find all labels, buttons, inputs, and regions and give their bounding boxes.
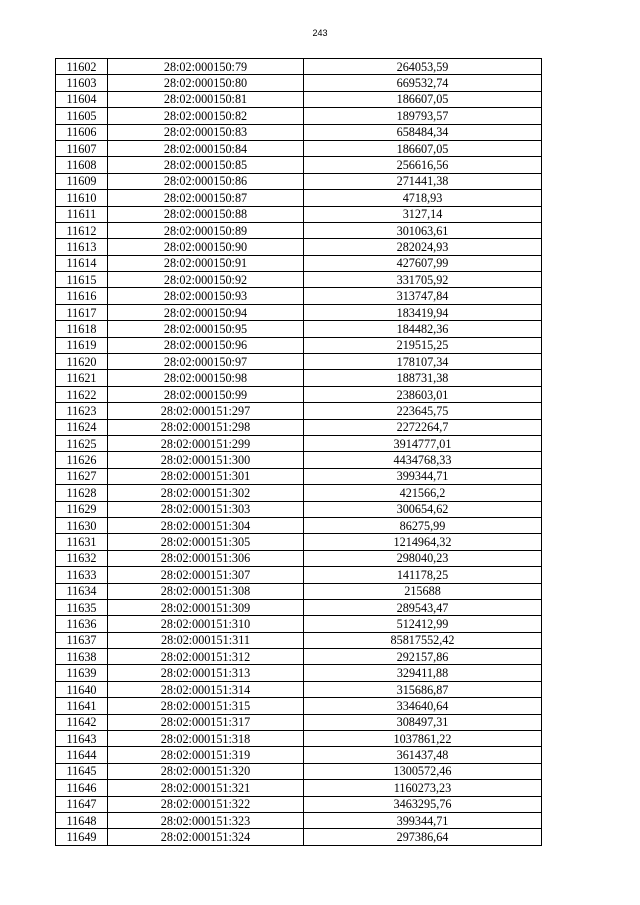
row-number-cell: 11627 xyxy=(56,468,108,484)
table-row xyxy=(56,534,542,550)
row-number-cell: 11613 xyxy=(56,239,108,255)
row-number-cell: 11643 xyxy=(56,731,108,747)
value-cell: 1300572,46 xyxy=(304,763,542,779)
row-number-cell: 11642 xyxy=(56,714,108,730)
table-row xyxy=(56,632,542,648)
row-number-cell: 11602 xyxy=(56,59,108,75)
table-row xyxy=(56,714,542,730)
cadastral-number-cell: 28:02:000151:310 xyxy=(108,616,304,632)
table-row xyxy=(56,272,542,288)
table-row xyxy=(56,288,542,304)
value-cell: 256616,56 xyxy=(304,157,542,173)
table-row xyxy=(56,91,542,107)
value-cell: 264053,59 xyxy=(304,59,542,75)
value-cell: 334640,64 xyxy=(304,698,542,714)
value-cell: 3127,14 xyxy=(304,206,542,222)
cadastral-number-cell: 28:02:000150:98 xyxy=(108,370,304,386)
cadastral-number-cell: 28:02:000150:99 xyxy=(108,386,304,402)
row-number-cell: 11645 xyxy=(56,763,108,779)
cadastral-number-cell: 28:02:000151:305 xyxy=(108,534,304,550)
row-number-cell: 11633 xyxy=(56,567,108,583)
value-cell: 282024,93 xyxy=(304,239,542,255)
row-number-cell: 11621 xyxy=(56,370,108,386)
value-cell: 186607,05 xyxy=(304,91,542,107)
table-row xyxy=(56,59,542,75)
table-row xyxy=(56,239,542,255)
table-row xyxy=(56,681,542,697)
row-number-cell: 11615 xyxy=(56,272,108,288)
cadastral-number-cell: 28:02:000150:87 xyxy=(108,190,304,206)
row-number-cell: 11620 xyxy=(56,354,108,370)
cadastral-number-cell: 28:02:000150:94 xyxy=(108,304,304,320)
cadastral-number-cell: 28:02:000151:313 xyxy=(108,665,304,681)
value-cell: 329411,88 xyxy=(304,665,542,681)
row-number-cell: 11624 xyxy=(56,419,108,435)
row-number-cell: 11644 xyxy=(56,747,108,763)
table-row xyxy=(56,501,542,517)
row-number-cell: 11603 xyxy=(56,75,108,91)
value-cell: 141178,25 xyxy=(304,567,542,583)
row-number-cell: 11612 xyxy=(56,222,108,238)
table-body xyxy=(56,59,542,846)
cadastral-number-cell: 28:02:000151:302 xyxy=(108,485,304,501)
value-cell: 658484,34 xyxy=(304,124,542,140)
table-row xyxy=(56,354,542,370)
row-number-cell: 11630 xyxy=(56,517,108,533)
cadastral-number-cell: 28:02:000150:93 xyxy=(108,288,304,304)
table-row xyxy=(56,124,542,140)
value-cell: 669532,74 xyxy=(304,75,542,91)
row-number-cell: 11628 xyxy=(56,485,108,501)
row-number-cell: 11606 xyxy=(56,124,108,140)
row-number-cell: 11647 xyxy=(56,796,108,812)
row-number-cell: 11626 xyxy=(56,452,108,468)
value-cell: 298040,23 xyxy=(304,550,542,566)
row-number-cell: 11632 xyxy=(56,550,108,566)
table-row xyxy=(56,698,542,714)
cadastral-number-cell: 28:02:000151:299 xyxy=(108,435,304,451)
value-cell: 238603,01 xyxy=(304,386,542,402)
value-cell: 215688 xyxy=(304,583,542,599)
cadastral-number-cell: 28:02:000150:84 xyxy=(108,140,304,156)
row-number-cell: 11636 xyxy=(56,616,108,632)
cadastral-number-cell: 28:02:000150:89 xyxy=(108,222,304,238)
cadastral-number-cell: 28:02:000150:92 xyxy=(108,272,304,288)
value-cell: 1037861,22 xyxy=(304,731,542,747)
row-number-cell: 11609 xyxy=(56,173,108,189)
table-row xyxy=(56,321,542,337)
table-row xyxy=(56,731,542,747)
table-row xyxy=(56,780,542,796)
table-row xyxy=(56,419,542,435)
table-row xyxy=(56,222,542,238)
value-cell: 219515,25 xyxy=(304,337,542,353)
value-cell: 223645,75 xyxy=(304,403,542,419)
table-row xyxy=(56,763,542,779)
value-cell: 289543,47 xyxy=(304,599,542,615)
row-number-cell: 11604 xyxy=(56,91,108,107)
cadastral-number-cell: 28:02:000151:309 xyxy=(108,599,304,615)
row-number-cell: 11625 xyxy=(56,435,108,451)
cadastral-number-cell: 28:02:000150:88 xyxy=(108,206,304,222)
cadastral-number-cell: 28:02:000151:321 xyxy=(108,780,304,796)
row-number-cell: 11607 xyxy=(56,140,108,156)
cadastral-number-cell: 28:02:000151:297 xyxy=(108,403,304,419)
value-cell: 313747,84 xyxy=(304,288,542,304)
value-cell: 301063,61 xyxy=(304,222,542,238)
value-cell: 4434768,33 xyxy=(304,452,542,468)
cadastral-number-cell: 28:02:000150:90 xyxy=(108,239,304,255)
table-row xyxy=(56,255,542,271)
cadastral-number-cell: 28:02:000151:314 xyxy=(108,681,304,697)
value-cell: 1214964,32 xyxy=(304,534,542,550)
cadastral-number-cell: 28:02:000150:81 xyxy=(108,91,304,107)
value-cell: 86275,99 xyxy=(304,517,542,533)
table-row xyxy=(56,747,542,763)
row-number-cell: 11605 xyxy=(56,108,108,124)
cadastral-number-cell: 28:02:000151:303 xyxy=(108,501,304,517)
table-row xyxy=(56,108,542,124)
value-cell: 3914777,01 xyxy=(304,435,542,451)
value-cell: 4718,93 xyxy=(304,190,542,206)
cadastral-number-cell: 28:02:000151:308 xyxy=(108,583,304,599)
cadastral-number-cell: 28:02:000150:91 xyxy=(108,255,304,271)
table-row xyxy=(56,517,542,533)
row-number-cell: 11622 xyxy=(56,386,108,402)
row-number-cell: 11638 xyxy=(56,649,108,665)
row-number-cell: 11614 xyxy=(56,255,108,271)
table-row xyxy=(56,485,542,501)
value-cell: 189793,57 xyxy=(304,108,542,124)
row-number-cell: 11618 xyxy=(56,321,108,337)
table-row xyxy=(56,599,542,615)
value-cell: 308497,31 xyxy=(304,714,542,730)
row-number-cell: 11640 xyxy=(56,681,108,697)
table-row xyxy=(56,468,542,484)
cadastral-number-cell: 28:02:000151:306 xyxy=(108,550,304,566)
cadastral-number-cell: 28:02:000150:83 xyxy=(108,124,304,140)
row-number-cell: 11639 xyxy=(56,665,108,681)
table-row xyxy=(56,337,542,353)
table-row xyxy=(56,157,542,173)
parcel-table xyxy=(55,58,542,846)
row-number-cell: 11611 xyxy=(56,206,108,222)
table-row xyxy=(56,75,542,91)
row-number-cell: 11646 xyxy=(56,780,108,796)
cadastral-number-cell: 28:02:000151:323 xyxy=(108,812,304,828)
table-row xyxy=(56,452,542,468)
cadastral-number-cell: 28:02:000151:318 xyxy=(108,731,304,747)
cadastral-number-cell: 28:02:000151:304 xyxy=(108,517,304,533)
cadastral-number-cell: 28:02:000151:317 xyxy=(108,714,304,730)
value-cell: 427607,99 xyxy=(304,255,542,271)
table-row xyxy=(56,649,542,665)
table-row xyxy=(56,812,542,828)
row-number-cell: 11610 xyxy=(56,190,108,206)
row-number-cell: 11649 xyxy=(56,829,108,845)
value-cell: 183419,94 xyxy=(304,304,542,320)
value-cell: 512412,99 xyxy=(304,616,542,632)
cadastral-number-cell: 28:02:000151:300 xyxy=(108,452,304,468)
value-cell: 271441,38 xyxy=(304,173,542,189)
cadastral-number-cell: 28:02:000150:85 xyxy=(108,157,304,173)
row-number-cell: 11616 xyxy=(56,288,108,304)
row-number-cell: 11637 xyxy=(56,632,108,648)
row-number-cell: 11617 xyxy=(56,304,108,320)
row-number-cell: 11641 xyxy=(56,698,108,714)
table-row xyxy=(56,386,542,402)
value-cell: 3463295,76 xyxy=(304,796,542,812)
value-cell: 188731,38 xyxy=(304,370,542,386)
cadastral-number-cell: 28:02:000151:319 xyxy=(108,747,304,763)
cadastral-number-cell: 28:02:000151:315 xyxy=(108,698,304,714)
cadastral-number-cell: 28:02:000151:311 xyxy=(108,632,304,648)
table-row xyxy=(56,567,542,583)
page-number: 243 xyxy=(312,28,328,38)
table-row xyxy=(56,190,542,206)
value-cell: 421566,2 xyxy=(304,485,542,501)
row-number-cell: 11623 xyxy=(56,403,108,419)
table-row xyxy=(56,665,542,681)
value-cell: 361437,48 xyxy=(304,747,542,763)
cadastral-number-cell: 28:02:000151:322 xyxy=(108,796,304,812)
cadastral-number-cell: 28:02:000150:80 xyxy=(108,75,304,91)
row-number-cell: 11608 xyxy=(56,157,108,173)
cadastral-number-cell: 28:02:000150:79 xyxy=(108,59,304,75)
row-number-cell: 11634 xyxy=(56,583,108,599)
value-cell: 186607,05 xyxy=(304,140,542,156)
value-cell: 300654,62 xyxy=(304,501,542,517)
value-cell: 178107,34 xyxy=(304,354,542,370)
value-cell: 399344,71 xyxy=(304,468,542,484)
cadastral-number-cell: 28:02:000151:298 xyxy=(108,419,304,435)
cadastral-number-cell: 28:02:000150:95 xyxy=(108,321,304,337)
value-cell: 399344,71 xyxy=(304,812,542,828)
table-row xyxy=(56,550,542,566)
cadastral-number-cell: 28:02:000151:312 xyxy=(108,649,304,665)
table-row xyxy=(56,403,542,419)
table-row xyxy=(56,140,542,156)
value-cell: 184482,36 xyxy=(304,321,542,337)
row-number-cell: 11629 xyxy=(56,501,108,517)
cadastral-number-cell: 28:02:000150:82 xyxy=(108,108,304,124)
row-number-cell: 11635 xyxy=(56,599,108,615)
value-cell: 331705,92 xyxy=(304,272,542,288)
table-row xyxy=(56,796,542,812)
row-number-cell: 11648 xyxy=(56,812,108,828)
cadastral-number-cell: 28:02:000150:86 xyxy=(108,173,304,189)
table-row xyxy=(56,304,542,320)
cadastral-number-cell: 28:02:000151:320 xyxy=(108,763,304,779)
row-number-cell: 11631 xyxy=(56,534,108,550)
table-row xyxy=(56,435,542,451)
cadastral-number-cell: 28:02:000151:307 xyxy=(108,567,304,583)
value-cell: 315686,87 xyxy=(304,681,542,697)
cadastral-number-cell: 28:02:000150:96 xyxy=(108,337,304,353)
row-number-cell: 11619 xyxy=(56,337,108,353)
cadastral-number-cell: 28:02:000150:97 xyxy=(108,354,304,370)
table-row xyxy=(56,173,542,189)
value-cell: 85817552,42 xyxy=(304,632,542,648)
value-cell: 292157,86 xyxy=(304,649,542,665)
table-row xyxy=(56,616,542,632)
table-row xyxy=(56,583,542,599)
table-row xyxy=(56,370,542,386)
table-row xyxy=(56,206,542,222)
value-cell: 2272264,7 xyxy=(304,419,542,435)
cadastral-number-cell: 28:02:000151:324 xyxy=(108,829,304,845)
table-row xyxy=(56,829,542,845)
value-cell: 1160273,23 xyxy=(304,780,542,796)
value-cell: 297386,64 xyxy=(304,829,542,845)
cadastral-number-cell: 28:02:000151:301 xyxy=(108,468,304,484)
